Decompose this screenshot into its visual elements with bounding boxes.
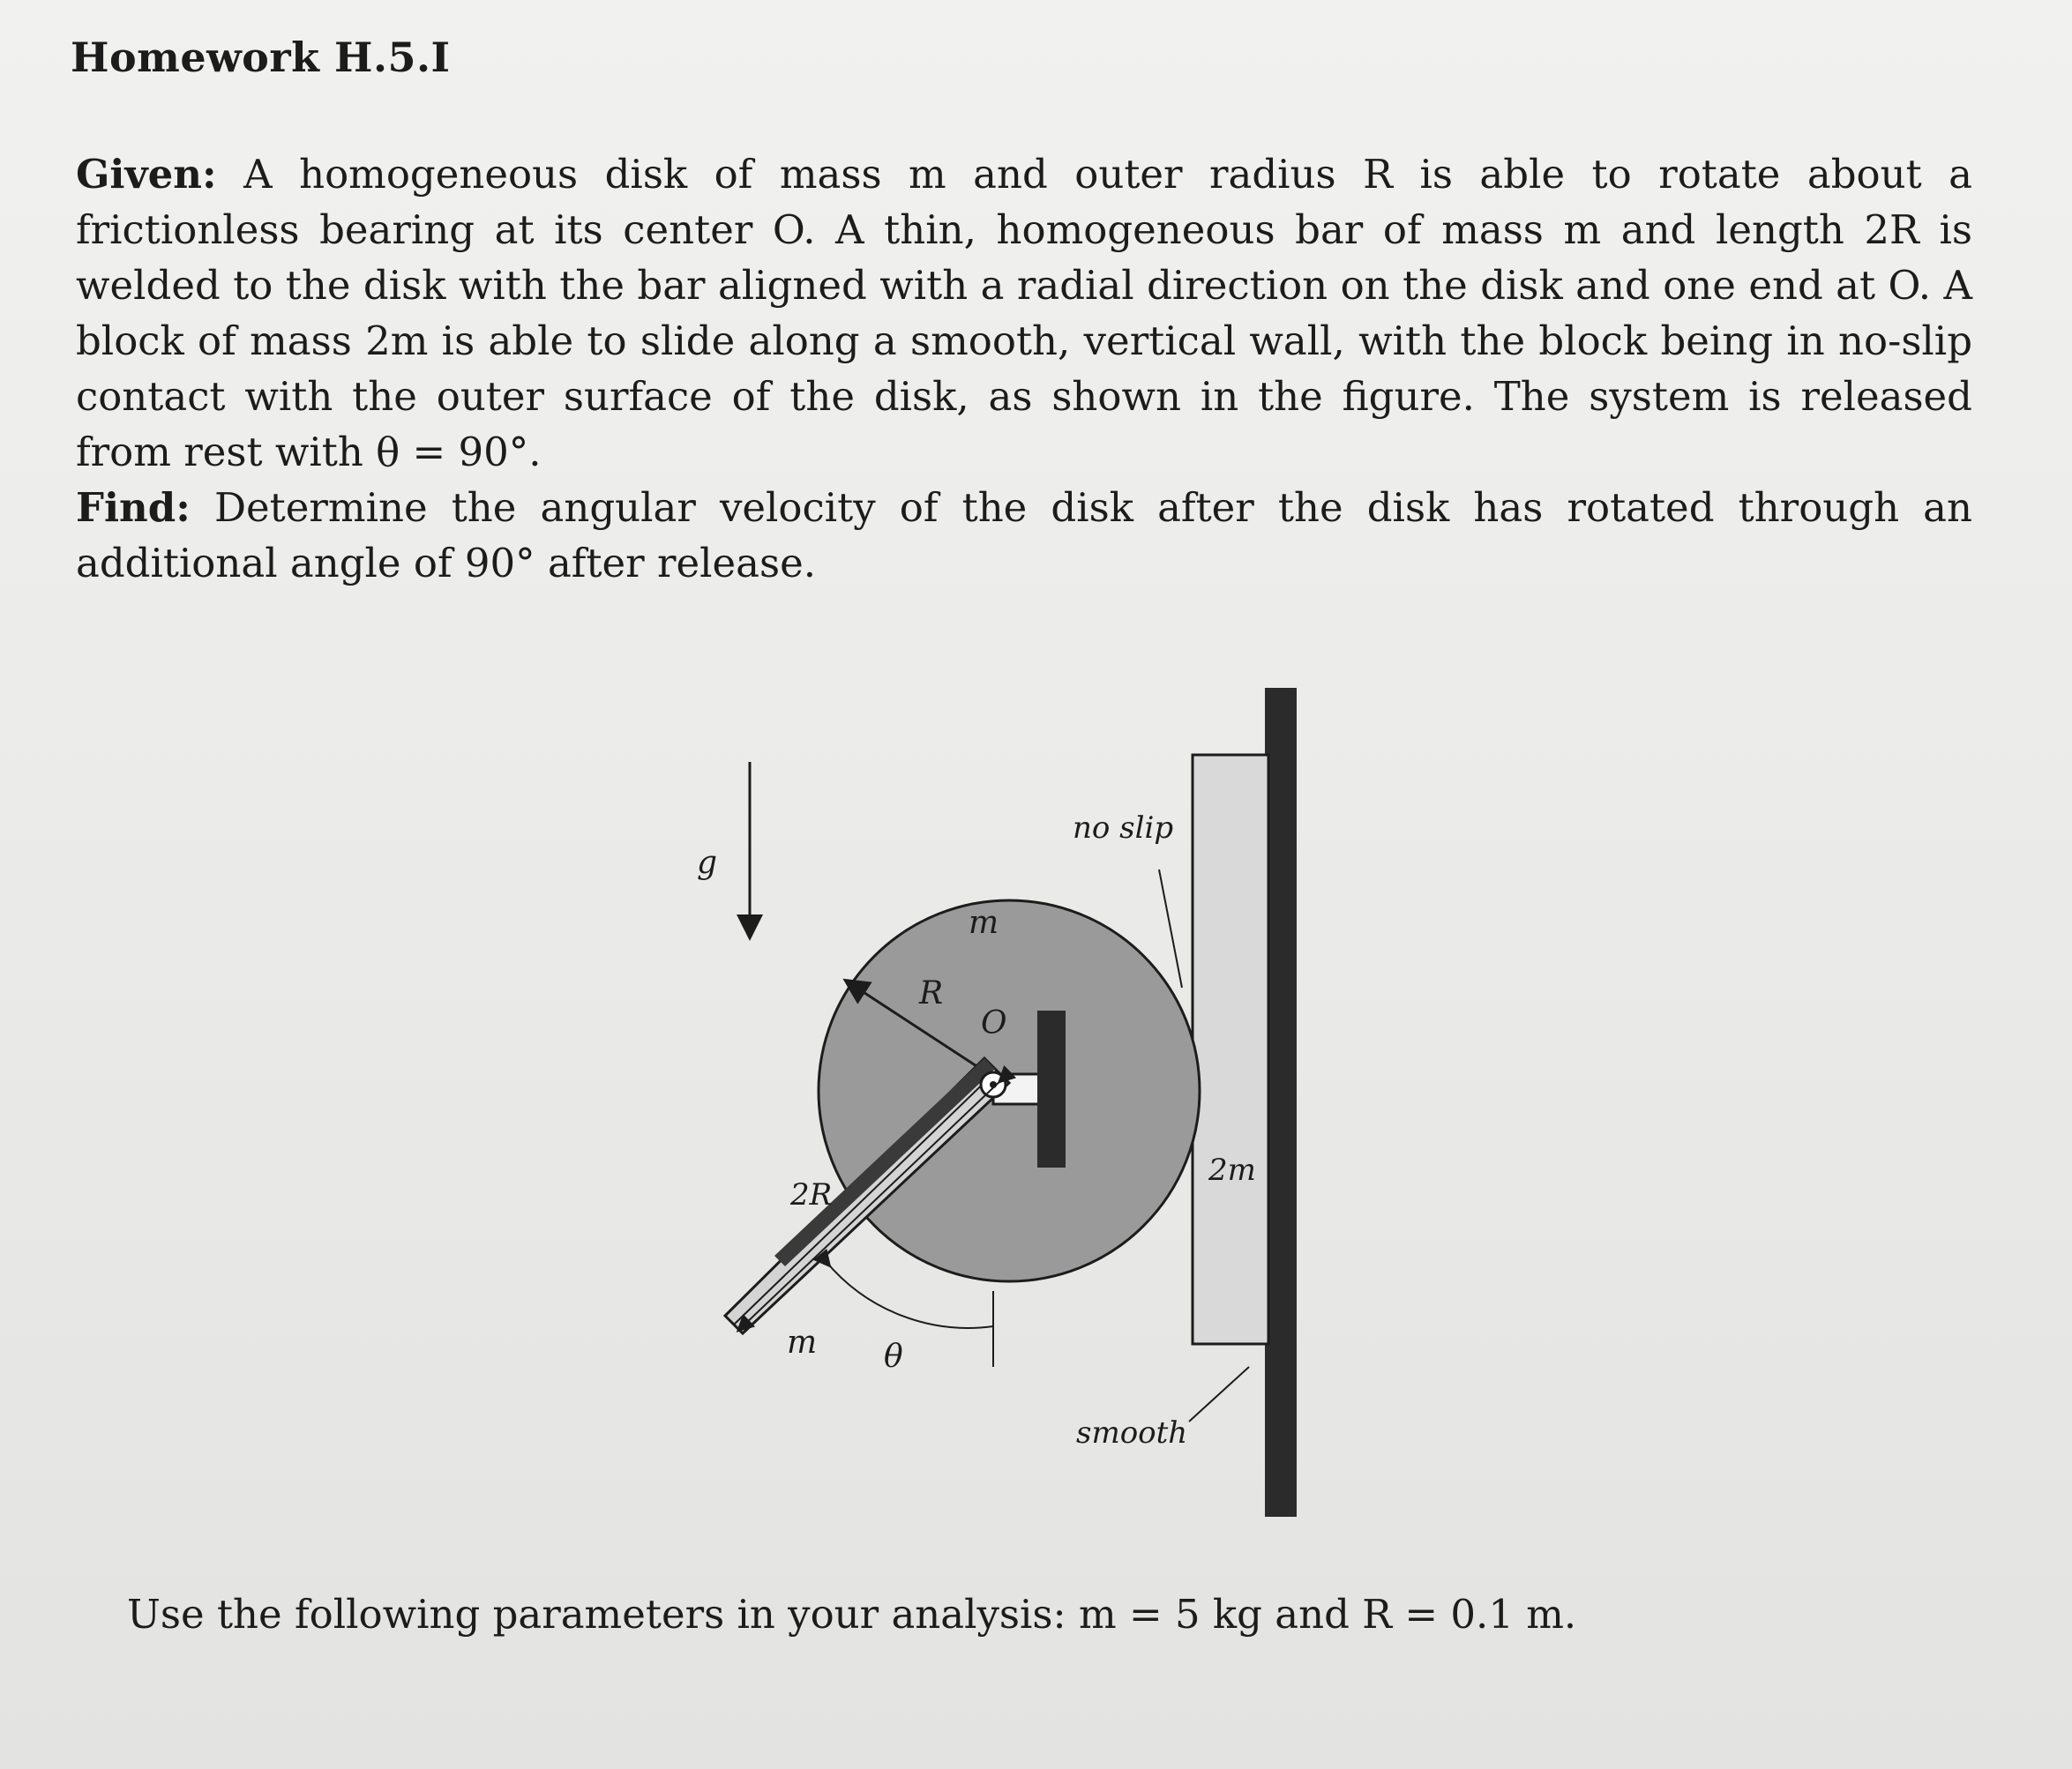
center-label: O (981, 1005, 1007, 1041)
no-slip-label: no slip (1073, 810, 1174, 846)
theta-label: θ (884, 1339, 903, 1375)
find-paragraph (76, 480, 1972, 591)
bar-length-label: 2R (790, 1177, 833, 1213)
gravity-label: g (697, 845, 718, 881)
find-label: Find: (76, 484, 191, 531)
homework-title: Homework H.5.I (71, 34, 451, 81)
smooth-leader (1189, 1367, 1249, 1422)
center-bracket-plate (1037, 1011, 1066, 1168)
given-paragraph (76, 146, 1972, 480)
given-text: A homogeneous disk of mass m and outer radius R is able to rotate about a frictionless bearing at its center O. A thin, homogeneous bar of mass m and length 2R is welded to the disk with the bar aligned with a radial direction on the disk and one end at O. A block of mass 2m is able to slide along a smooth, vertical wall, with the block being in no-slip contact with the outer surface of the disk, as shown in the figure. The system is released from rest with θ = 90°. (76, 151, 1972, 475)
mechanism-diagram (670, 670, 1341, 1534)
block-mass-label: 2m (1208, 1153, 1256, 1188)
sliding-block (1193, 755, 1268, 1344)
no-slip-leader (1159, 870, 1182, 988)
bar-mass-label: m (787, 1325, 818, 1361)
mechanism-figure (670, 670, 1341, 1534)
given-label: Given: (76, 151, 217, 198)
find-text: Determine the angular velocity of the disk after the disk has rotated through an additional angle of 90° after release. (76, 484, 1972, 586)
disk-mass-label: m (969, 905, 999, 941)
radius-label: R (919, 975, 944, 1011)
parameters-line: Use the following parameters in your analysis: m = 5 kg and R = 0.1 m. (127, 1591, 1577, 1638)
smooth-label: smooth (1076, 1415, 1188, 1451)
